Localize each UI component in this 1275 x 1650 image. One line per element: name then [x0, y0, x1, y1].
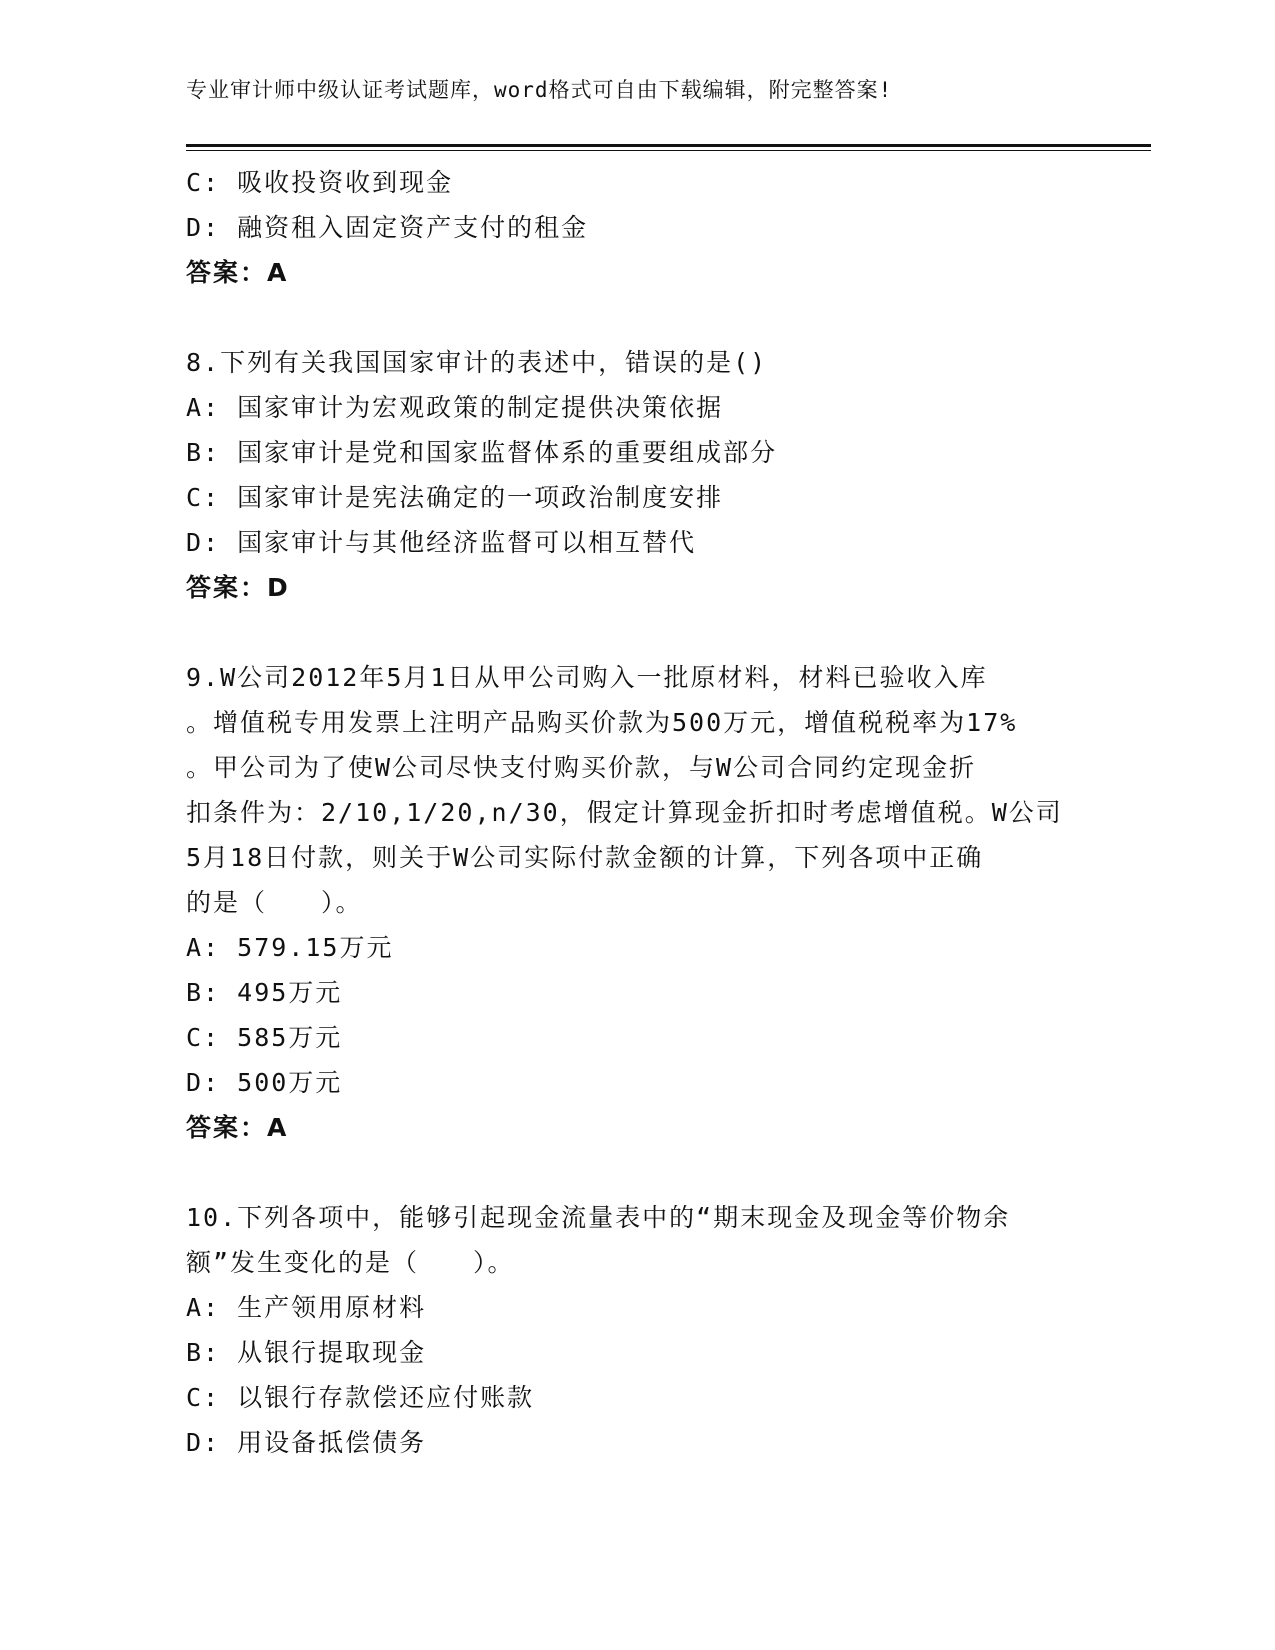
header-divider-thick [186, 144, 1151, 147]
answer: 答案：D [186, 573, 290, 602]
option-a: A: 生产领用原材料 [186, 1293, 427, 1322]
question-stem-line: 。增值税专用发票上注明产品购买价款为500万元，增值税税率为17% [186, 708, 1018, 737]
question-stem-line: 的是（ ）。 [186, 888, 363, 917]
question-7-tail [186, 160, 1086, 295]
option-c: C: 585万元 [186, 1023, 343, 1052]
option-b: B: 国家审计是党和国家监督体系的重要组成部分 [186, 438, 778, 467]
option-d: D: 500万元 [186, 1068, 343, 1097]
question-content [186, 160, 1086, 1465]
question-8 [186, 340, 1086, 610]
option-c: C: 吸收投资收到现金 [186, 168, 454, 197]
option-d: D: 用设备抵偿债务 [186, 1428, 427, 1457]
answer: 答案：A [186, 1113, 289, 1142]
question-stem-line: 5月18日付款，则关于W公司实际付款金额的计算，下列各项中正确 [186, 843, 984, 872]
question-9 [186, 655, 1086, 1150]
option-b: B: 从银行提取现金 [186, 1338, 427, 1367]
option-c: C: 以银行存款偿还应付账款 [186, 1383, 535, 1412]
header-divider-thin [186, 150, 1151, 151]
option-b: B: 495万元 [186, 978, 343, 1007]
question-stem-line: 10.下列各项中，能够引起现金流量表中的“期末现金及现金等价物余 [186, 1203, 1011, 1232]
option-d: D: 国家审计与其他经济监督可以相互替代 [186, 528, 697, 557]
option-a: A: 国家审计为宏观政策的制定提供决策依据 [186, 393, 724, 422]
question-stem-line: 9.W公司2012年5月1日从甲公司购入一批原材料，材料已验收入库 [186, 663, 988, 692]
question-stem: 8.下列有关我国国家审计的表述中，错误的是() [186, 348, 768, 377]
answer: 答案：A [186, 258, 289, 287]
question-stem-line: 扣条件为：2/10,1/20,n/30，假定计算现金折扣时考虑增值税。W公司 [186, 798, 1063, 827]
page-header: 专业审计师中级认证考试题库，word格式可自由下载编辑，附完整答案! [186, 78, 893, 102]
question-10 [186, 1195, 1086, 1465]
question-stem-line: 额”发生变化的是（ ）。 [186, 1248, 515, 1277]
option-d: D: 融资租入固定资产支付的租金 [186, 213, 589, 242]
option-a: A: 579.15万元 [186, 933, 394, 962]
option-c: C: 国家审计是宪法确定的一项政治制度安排 [186, 483, 724, 512]
question-stem-line: 。甲公司为了使W公司尽快支付购买价款，与W公司合同约定现金折 [186, 753, 977, 782]
